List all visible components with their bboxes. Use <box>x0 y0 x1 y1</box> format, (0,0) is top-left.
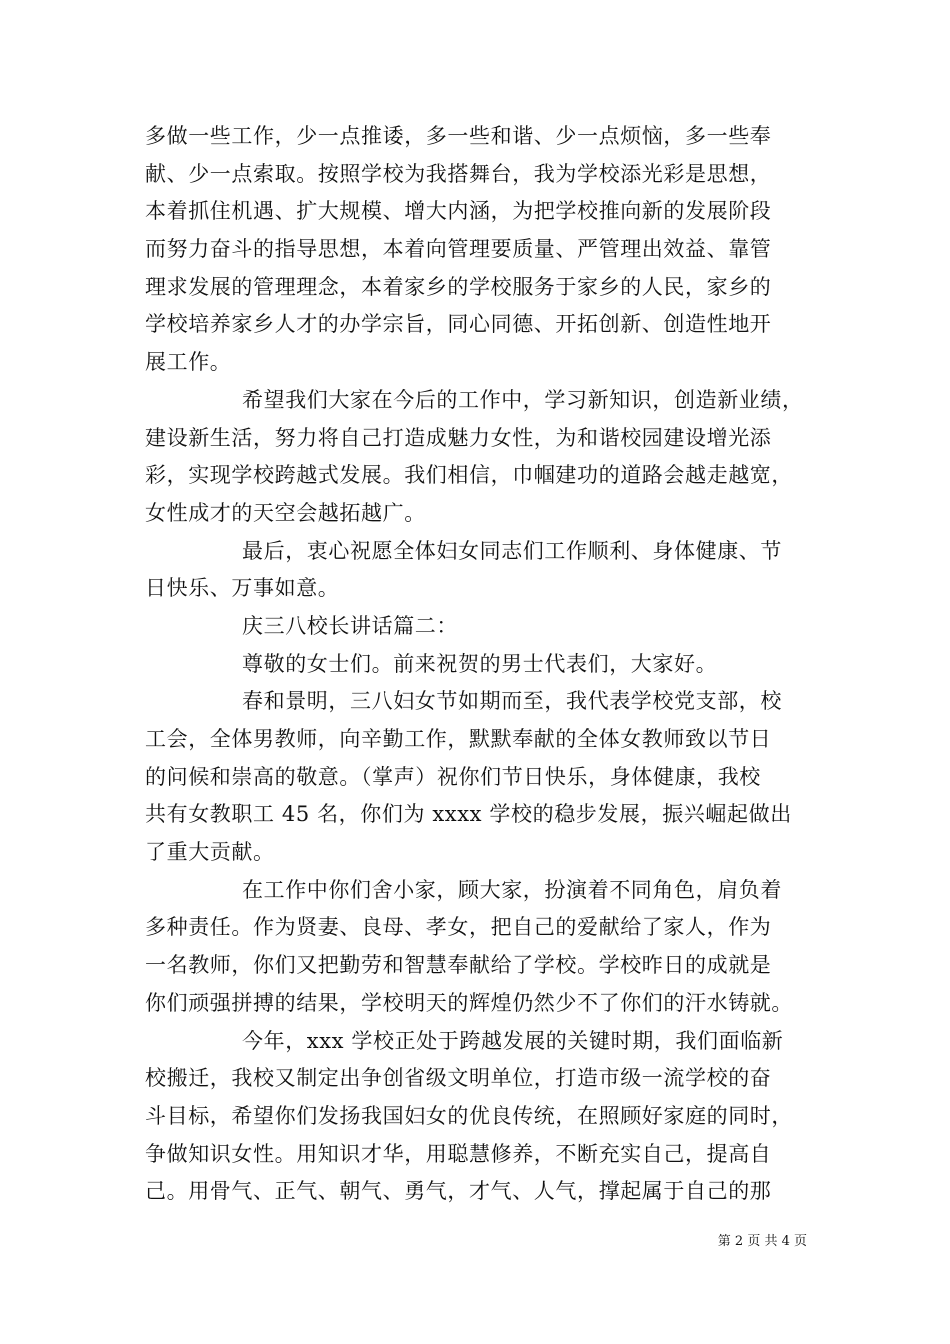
text-line: 献、少一点索取。按照学校为我搭舞台，我为学校添光彩是思想， <box>145 161 772 186</box>
text-line: 而努力奋斗的指导思想，本着向管理要质量、严管理出效益、靠管 <box>145 237 772 262</box>
text-line: 最后，衷心祝愿全体妇女同志们工作顺利、身体健康、节 <box>242 538 782 563</box>
page-number: 第 2 页 共 4 页 <box>717 1234 807 1249</box>
text-line: 建设新生活，努力将自己打造成魅力女性，为和谐校园建设增光添 <box>145 425 772 450</box>
text-line: 学校培养家乡人才的办学宗旨，同心同德、开拓创新、创造性地开 <box>145 312 772 337</box>
text-line: 希望我们大家在今后的工作中，学习新知识，创造新业绩， <box>242 387 804 412</box>
text-line: 日快乐、万事如意。 <box>145 576 340 601</box>
document-body <box>145 118 825 1211</box>
text-line: 女性成才的天空会越拓越广。 <box>145 500 426 525</box>
section-heading: 庆三八校长讲话篇二： <box>242 613 458 638</box>
text-line: 你们顽强拼搏的结果，学校明天的辉煌仍然少不了你们的汗水铸就。 <box>145 990 793 1015</box>
text-line: 共有女教职工 45 名，你们为 xxxx 学校的稳步发展，振兴崛起做出 <box>145 802 792 827</box>
text-line: 争做知识女性。用知识才华，用聪慧修养，不断充实自己，提高自 <box>145 1141 772 1166</box>
text-line: 春和景明，三八妇女节如期而至，我代表学校党支部，校 <box>242 689 782 714</box>
text-line: 的问候和崇高的敬意。（掌声）祝你们节日快乐，身体健康，我校 <box>145 764 761 789</box>
text-line: 校搬迁，我校又制定出争创省级文明单位，打造市级一流学校的奋 <box>145 1066 772 1091</box>
text-line: 工会，全体男教师，向辛勤工作，默默奉献的全体女教师致以节日 <box>145 727 772 751</box>
text-line: 一名教师，你们又把勤劳和智慧奉献给了学校。学校昨日的成就是 <box>145 953 772 978</box>
text-line: 斗目标，希望你们发扬我国妇女的优良传统，在照顾好家庭的同时， <box>145 1103 793 1128</box>
text-line: 尊敬的女士们。前来祝贺的男士代表们，大家好。 <box>242 651 718 676</box>
text-line: 本着抓住机遇、扩大规模、增大内涵，为把学校推向新的发展阶段 <box>145 199 772 224</box>
text-line: 多做一些工作，少一点推诿，多一些和谐、少一点烦恼，多一些奉 <box>145 124 772 148</box>
text-line: 展工作。 <box>145 350 232 375</box>
text-line: 理求发展的管理理念，本着家乡的学校服务于家乡的人民，家乡的 <box>145 274 772 299</box>
text-line: 己。用骨气、正气、朝气、勇气，才气、人气，撑起属于自己的那 <box>145 1179 772 1204</box>
text-line: 彩，实现学校跨越式发展。我们相信，巾帼建功的道路会越走越宽， <box>145 463 793 488</box>
text-line: 今年，xxx 学校正处于跨越发展的关键时期，我们面临新 <box>242 1028 784 1053</box>
text-line: 多种责任。作为贤妻、良母、孝女，把自己的爱献给了家人，作为 <box>145 915 772 940</box>
text-line: 在工作中你们舍小家，顾大家，扮演着不同角色，肩负着 <box>242 877 782 902</box>
text-line: 了重大贡献。 <box>145 840 275 865</box>
